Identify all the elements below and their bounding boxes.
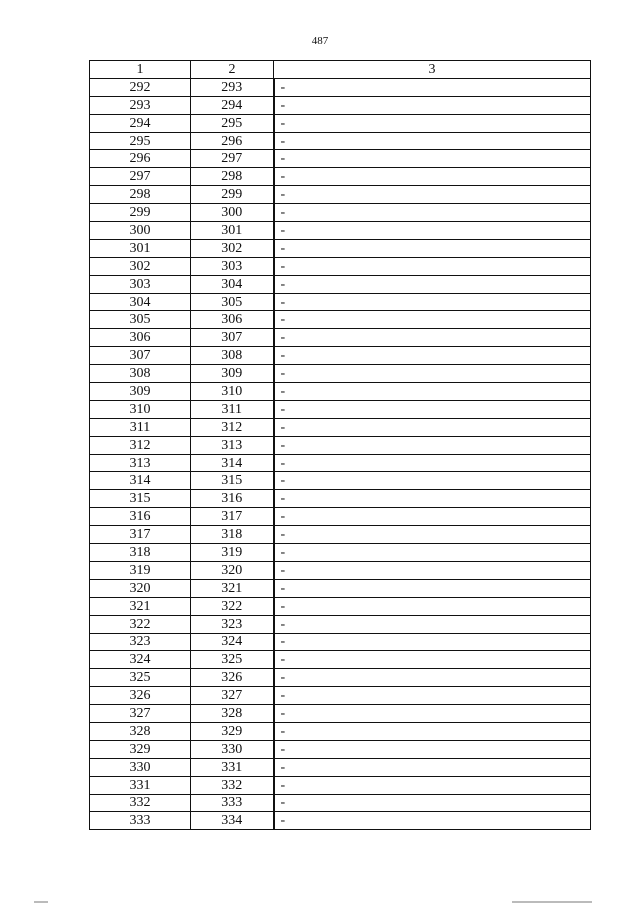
table-row (90, 812, 591, 830)
cell-col2: 322 (191, 597, 274, 615)
cell-col1: 306 (90, 329, 191, 347)
table-row (90, 114, 591, 132)
table-header-row (90, 61, 591, 79)
cell-col3: - (274, 96, 591, 114)
cell-col2: 330 (191, 740, 274, 758)
cell-col1: 311 (90, 418, 191, 436)
cell-col3: - (274, 132, 591, 150)
table-row (90, 544, 591, 562)
cell-col3: - (274, 651, 591, 669)
cell-col3: - (274, 293, 591, 311)
cell-col1: 323 (90, 633, 191, 651)
cell-col2: 293 (191, 78, 274, 96)
table-row (90, 365, 591, 383)
cell-col1: 318 (90, 544, 191, 562)
table-row (90, 186, 591, 204)
cell-col1: 295 (90, 132, 191, 150)
table-row (90, 311, 591, 329)
page-number: 487 (311, 35, 329, 47)
cell-col2: 309 (191, 365, 274, 383)
cell-col1: 296 (90, 150, 191, 168)
cell-col2: 323 (191, 615, 274, 633)
table-row (90, 561, 591, 579)
cell-col2: 325 (191, 651, 274, 669)
cell-col1: 324 (90, 651, 191, 669)
cell-col2: 301 (191, 222, 274, 240)
table-row (90, 579, 591, 597)
cell-col1: 302 (90, 257, 191, 275)
table-row (90, 150, 591, 168)
cell-col1: 317 (90, 526, 191, 544)
cell-col3: - (274, 239, 591, 257)
cell-col2: 320 (191, 561, 274, 579)
table-row (90, 472, 591, 490)
table-row (90, 275, 591, 293)
cell-col1: 293 (90, 96, 191, 114)
cell-col2: 333 (191, 794, 274, 812)
cell-col2: 294 (191, 96, 274, 114)
column-header-3: 3 (274, 61, 591, 79)
cell-col2: 310 (191, 383, 274, 401)
cell-col1: 330 (90, 758, 191, 776)
cell-col3: - (274, 508, 591, 526)
cell-col3: - (274, 347, 591, 365)
table-row (90, 722, 591, 740)
cell-col2: 303 (191, 257, 274, 275)
cell-col1: 328 (90, 722, 191, 740)
table-row (90, 705, 591, 723)
column-header-1: 1 (90, 61, 191, 79)
cell-col3: - (274, 78, 591, 96)
table-row (90, 204, 591, 222)
cell-col3: - (274, 400, 591, 418)
table-row (90, 454, 591, 472)
cell-col2: 308 (191, 347, 274, 365)
cell-col1: 332 (90, 794, 191, 812)
cell-col2: 314 (191, 454, 274, 472)
cell-col3: - (274, 687, 591, 705)
cell-col1: 319 (90, 561, 191, 579)
table-row (90, 669, 591, 687)
cell-col1: 297 (90, 168, 191, 186)
table-row (90, 508, 591, 526)
cell-col1: 313 (90, 454, 191, 472)
cell-col1: 331 (90, 776, 191, 794)
cell-col1: 305 (90, 311, 191, 329)
cell-col1: 307 (90, 347, 191, 365)
table-body (90, 78, 591, 829)
cell-col1: 312 (90, 436, 191, 454)
cell-col3: - (274, 776, 591, 794)
table-row (90, 132, 591, 150)
cell-col2: 296 (191, 132, 274, 150)
footer-mark-right (512, 901, 592, 903)
cell-col2: 306 (191, 311, 274, 329)
cell-col2: 326 (191, 669, 274, 687)
table-row (90, 436, 591, 454)
cell-col2: 302 (191, 239, 274, 257)
cell-col2: 304 (191, 275, 274, 293)
cell-col3: - (274, 114, 591, 132)
cell-col1: 301 (90, 239, 191, 257)
cell-col1: 320 (90, 579, 191, 597)
cell-col3: - (274, 722, 591, 740)
table-row (90, 418, 591, 436)
column-header-2: 2 (191, 61, 274, 79)
cell-col3: - (274, 257, 591, 275)
cell-col3: - (274, 383, 591, 401)
cell-col1: 315 (90, 490, 191, 508)
cell-col1: 298 (90, 186, 191, 204)
cell-col2: 300 (191, 204, 274, 222)
cell-col3: - (274, 615, 591, 633)
cell-col2: 328 (191, 705, 274, 723)
cell-col1: 322 (90, 615, 191, 633)
cell-col1: 310 (90, 400, 191, 418)
cell-col2: 311 (191, 400, 274, 418)
cell-col3: - (274, 275, 591, 293)
cell-col2: 297 (191, 150, 274, 168)
cell-col3: - (274, 329, 591, 347)
cell-col3: - (274, 758, 591, 776)
table-row (90, 239, 591, 257)
table-row (90, 400, 591, 418)
cell-col3: - (274, 740, 591, 758)
table-row (90, 526, 591, 544)
cell-col1: 294 (90, 114, 191, 132)
table-row (90, 96, 591, 114)
table-row (90, 597, 591, 615)
cell-col2: 316 (191, 490, 274, 508)
cell-col2: 312 (191, 418, 274, 436)
cell-col2: 318 (191, 526, 274, 544)
cell-col2: 295 (191, 114, 274, 132)
cell-col3: - (274, 311, 591, 329)
cell-col1: 292 (90, 78, 191, 96)
table-row (90, 347, 591, 365)
cell-col2: 321 (191, 579, 274, 597)
table-row (90, 776, 591, 794)
table-row (90, 687, 591, 705)
cell-col3: - (274, 597, 591, 615)
table-row (90, 293, 591, 311)
cell-col2: 319 (191, 544, 274, 562)
cell-col2: 305 (191, 293, 274, 311)
cell-col3: - (274, 418, 591, 436)
table-row (90, 168, 591, 186)
cell-col3: - (274, 812, 591, 830)
cell-col1: 321 (90, 597, 191, 615)
cell-col1: 325 (90, 669, 191, 687)
cell-col3: - (274, 204, 591, 222)
cell-col1: 333 (90, 812, 191, 830)
cell-col3: - (274, 561, 591, 579)
cell-col1: 304 (90, 293, 191, 311)
cell-col1: 326 (90, 687, 191, 705)
cell-col2: 307 (191, 329, 274, 347)
cell-col1: 300 (90, 222, 191, 240)
cell-col3: - (274, 490, 591, 508)
table-row (90, 758, 591, 776)
cell-col1: 308 (90, 365, 191, 383)
cell-col2: 324 (191, 633, 274, 651)
footer-mark-left (34, 901, 48, 903)
cell-col1: 329 (90, 740, 191, 758)
cell-col1: 299 (90, 204, 191, 222)
cell-col2: 332 (191, 776, 274, 794)
cell-col3: - (274, 454, 591, 472)
cell-col3: - (274, 222, 591, 240)
table-row (90, 222, 591, 240)
cell-col3: - (274, 150, 591, 168)
cell-col2: 329 (191, 722, 274, 740)
table-row (90, 383, 591, 401)
cell-col2: 327 (191, 687, 274, 705)
cell-col2: 313 (191, 436, 274, 454)
table-row (90, 651, 591, 669)
cell-col3: - (274, 579, 591, 597)
cell-col3: - (274, 186, 591, 204)
table-row (90, 490, 591, 508)
cell-col3: - (274, 544, 591, 562)
cell-col3: - (274, 526, 591, 544)
data-table (89, 60, 591, 830)
cell-col1: 327 (90, 705, 191, 723)
cell-col3: - (274, 794, 591, 812)
cell-col2: 331 (191, 758, 274, 776)
cell-col3: - (274, 472, 591, 490)
cell-col3: - (274, 436, 591, 454)
cell-col2: 298 (191, 168, 274, 186)
cell-col2: 334 (191, 812, 274, 830)
cell-col1: 314 (90, 472, 191, 490)
cell-col1: 303 (90, 275, 191, 293)
table-row (90, 633, 591, 651)
table-row (90, 740, 591, 758)
cell-col1: 309 (90, 383, 191, 401)
table-row (90, 794, 591, 812)
table-row (90, 78, 591, 96)
cell-col2: 299 (191, 186, 274, 204)
cell-col3: - (274, 365, 591, 383)
cell-col3: - (274, 168, 591, 186)
table-row (90, 257, 591, 275)
table-row (90, 615, 591, 633)
cell-col2: 317 (191, 508, 274, 526)
cell-col2: 315 (191, 472, 274, 490)
cell-col3: - (274, 669, 591, 687)
cell-col3: - (274, 705, 591, 723)
cell-col1: 316 (90, 508, 191, 526)
table-row (90, 329, 591, 347)
cell-col3: - (274, 633, 591, 651)
